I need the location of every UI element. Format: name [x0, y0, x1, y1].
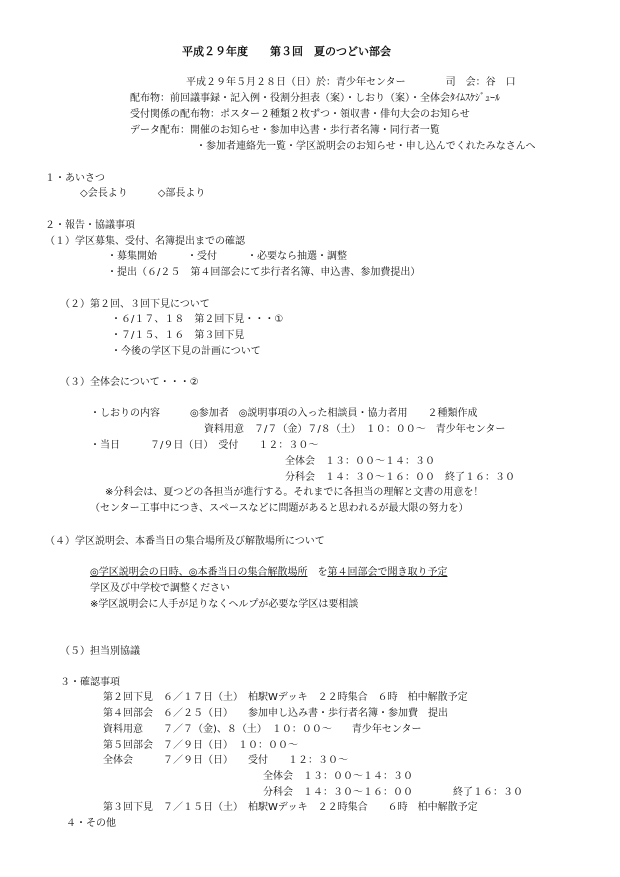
- item-3-line-2: 資料用意 ７/７（金）７/８（土） １０：００～ 青少年センター: [204, 424, 506, 435]
- section-1-heading: １・あいさつ: [45, 173, 105, 184]
- confirm-row-5: 全体会 ７／９日（日） 受付 １２：３０～: [103, 755, 348, 766]
- confirm-row-6: 全体会 １３：００～１４：３０: [263, 771, 413, 782]
- confirm-row-4: 第５回部会 ７／９日（日） １０：００～: [103, 740, 298, 751]
- item-3-note-2: （センター工事中につき、スペースなどに問題があると思われるが最大限の努力を）: [90, 503, 469, 514]
- item-4-line-3: ※学区説明会に人手が足りなくヘルプが必要な学区は要相談: [90, 599, 359, 610]
- materials-line: 配布物：前回議事録・記入例・役割分担表（案）・しおり（案）・全体会ﾀｲﾑｽｹｼﾞｭｰﾙ: [130, 93, 500, 104]
- confirm-row-7: 分科会 １４：３０～１６：００ 終了１６：３０: [263, 787, 523, 798]
- item-1-line-1: ・募集開始 ・受付 ・必要なら抽選・調整: [107, 251, 347, 262]
- item-1-heading: （１）学区募集、受付、名簿提出までの確認: [45, 236, 245, 247]
- item-2-line-1: ・６/１７、１８ 第２回下見・・・①: [111, 314, 284, 325]
- item-4-line-1: [90, 568, 447, 578]
- item-3-heading: （３）全体会について・・・②: [60, 377, 199, 388]
- section-2-heading: ２・報告・協議事項: [45, 220, 135, 231]
- item-4-connector-text: を: [307, 567, 328, 578]
- item-2-line-2: ・７/１５、１６ 第３回下見: [111, 330, 245, 341]
- item-4-line-2: 学区及び中学校で調整ください: [90, 583, 230, 594]
- item-1-line-2: ・提出（６/２５ 第４回部会にて歩行者名簿、申込書、参加費提出）: [107, 267, 421, 278]
- item-3-note-1: ※分科会は、夏つどの各担当が進行する。それまでに各担当の理解と文書の用意を！: [105, 487, 484, 498]
- confirm-row-3: 資料用意 ７／７（金)、８（土） １０：００～ 青少年センター: [103, 724, 422, 735]
- item-3-line-5: 分科会 １４：３０～１６：００ 終了１６：３０: [285, 472, 515, 483]
- confirm-row-2: 第４回部会 ６／２５（日） 参加申し込み書・歩行者名簿・参加費 提出: [103, 708, 448, 719]
- item-4-heading: （４）学区説明会、本番当日の集合場所及び解散場所について: [45, 536, 325, 547]
- item-4-underlined-text-2: 第４回部会で聞き取り予定: [327, 567, 448, 578]
- confirm-row-8: 第３回下見 ７／１５日（土） 柏駅Wデッキ ２２時集合 ６時 柏中解散予定: [103, 802, 478, 813]
- data-distribution-line-2: ・参加者連絡先一覧・学区説明会のお知らせ・申し込んでくれたみなさんへ: [196, 141, 536, 152]
- item-3-line-4: 全体会 １３：００～１４：３０: [285, 456, 435, 467]
- section-3-heading: ３・確認事項: [60, 677, 120, 688]
- section-1-items: ◇会長より ◇部長より: [80, 188, 206, 199]
- meeting-info: 平成２９年５月２８日（日）於：青少年センター 司 会：谷 口: [186, 77, 516, 88]
- reception-line: 受付関係の配布物：ポスター２種類２枚ずつ・領収書・俳句大会のお知らせ: [130, 109, 470, 120]
- item-3-line-1: ・しおりの内容 ◎参加者 ◎説明事項の入った相談員・協力者用 ２種類作成: [90, 408, 478, 419]
- section-4-heading: ４・その他: [66, 818, 116, 829]
- item-5-heading: （５）担当別協議: [60, 646, 140, 657]
- data-distribution-line: データ配布：開催のお知らせ・参加申込書・歩行者名簿・同行者一覧: [130, 125, 440, 136]
- page-title: 平成２９年度 第３回 夏のつどい部会: [182, 45, 391, 58]
- item-4-underlined-text: ◎学区説明会の日時、◎本番当日の集合解散場所: [90, 567, 308, 578]
- item-2-line-3: ・今後の学区下見の計画について: [111, 346, 261, 357]
- item-3-line-3: ・当日 ７/９日（日） 受付 １２：３０～: [90, 440, 319, 451]
- confirm-row-1: 第２回下見 ６／１７日（土） 柏駅Wデッキ ２２時集合 ６時 柏中解散予定: [103, 692, 468, 703]
- item-2-heading: （２）第２回、３回下見について: [60, 299, 210, 310]
